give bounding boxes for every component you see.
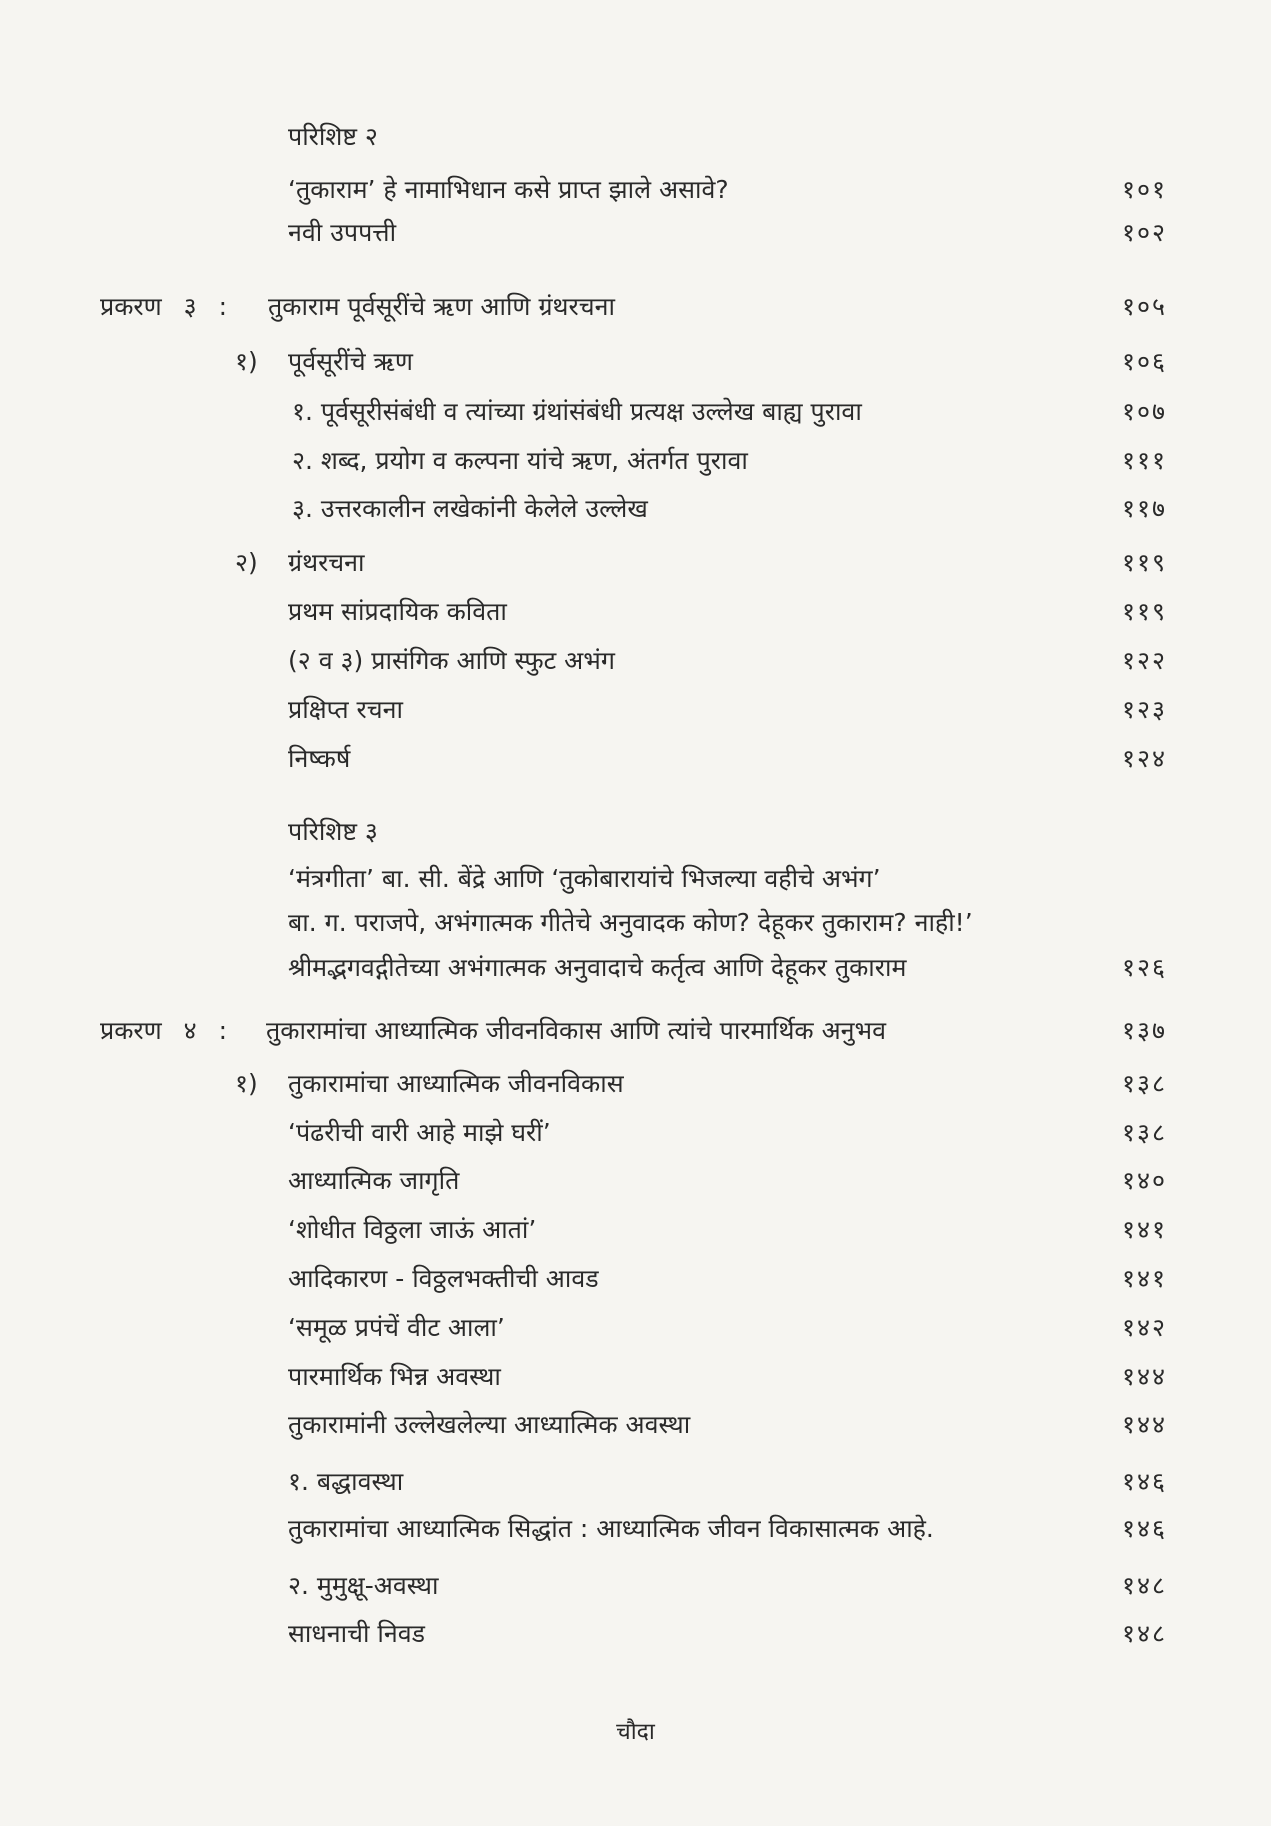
toc-entry-text: निष्कर्ष: [288, 744, 351, 773]
toc-entry-text: नवी उपपत्ती: [288, 218, 397, 247]
toc-entry: [0, 1509, 1271, 1549]
toc-entry-page: १२४: [1121, 744, 1167, 773]
toc-entry-text: आध्यात्मिक जागृति: [288, 1166, 460, 1195]
section-title: तुकारामांचा आध्यात्मिक जीवनविकास: [288, 1069, 624, 1098]
appendix3-line: ‘मंत्रगीता’ बा. सी. बेंद्रे आणि ‘तुकोबारायांचे भिजल्या वहीचे अभंग’: [288, 864, 881, 893]
chapter4-page: १३७: [1121, 1016, 1167, 1045]
chapter3-label: प्रकरण ३ :: [100, 292, 228, 321]
toc-entry: [0, 1210, 1271, 1250]
toc-entry-text: ‘तुकाराम’ हे नामाभिधान कसे प्राप्त झाले असावे?: [288, 175, 729, 204]
toc-entry-text: २. शब्द, प्रयोग व कल्पना यांचे ऋण, अंतर्गत पुरावा: [292, 446, 748, 475]
toc-appendix3-heading: [0, 812, 1271, 852]
chapter4-title: तुकारामांचा आध्यात्मिक जीवनविकास आणि त्यांचे पारमार्थिक अनुभव: [266, 1016, 887, 1045]
toc-appendix2-heading: [0, 117, 1271, 157]
toc-entry: [0, 392, 1271, 432]
toc-section: [0, 342, 1271, 382]
toc-entry-text: २. मुमुक्षू-अवस्था: [288, 1571, 439, 1600]
toc-entry-page: १४६: [1121, 1467, 1167, 1496]
toc-entry: [0, 170, 1271, 210]
toc-entry: [0, 739, 1271, 779]
toc-entry-page: १२२: [1121, 646, 1167, 675]
toc-chapter-4: [0, 1011, 1271, 1051]
toc-entry-page: १४०: [1121, 1166, 1167, 1195]
appendix3-title: परिशिष्ट ३: [288, 817, 378, 846]
toc-entry-text: ‘समूळ प्रपंचें वीट आला’: [288, 1313, 505, 1342]
toc-section: [0, 543, 1271, 583]
toc-entry-text: १. बद्धावस्था: [288, 1467, 404, 1496]
toc-entry: [0, 1161, 1271, 1201]
section-number: १): [235, 347, 258, 376]
toc-appendix-line: [0, 903, 1271, 943]
section-page: १३८: [1121, 1069, 1167, 1098]
toc-section: [0, 1064, 1271, 1104]
toc-entry: [0, 441, 1271, 481]
toc-entry-page: १०२: [1121, 218, 1167, 247]
section-page: ११९: [1121, 548, 1167, 577]
toc-entry-page: १२३: [1121, 695, 1167, 724]
toc-entry-page: १४६: [1121, 1514, 1167, 1543]
toc-entry: [0, 1462, 1271, 1502]
toc-entry-text: तुकारामांनी उल्लेखलेल्या आध्यात्मिक अवस्था: [288, 1410, 691, 1439]
toc-entry: [0, 1113, 1271, 1153]
toc-entry: [0, 690, 1271, 730]
chapter3-title: तुकाराम पूर्वसूरींचे ऋण आणि ग्रंथरचना: [268, 292, 615, 321]
toc-entry-page: १४८: [1121, 1619, 1167, 1648]
appendix3-line: बा. ग. पराजपे, अभंगात्मक गीतेचे अनुवादक कोण? देहूकर तुकाराम? नाही!’: [288, 908, 973, 937]
chapter4-label: प्रकरण ४ :: [100, 1016, 228, 1045]
toc-entry-text: साधनाची निवड: [288, 1619, 426, 1648]
toc-entry-page: १०१: [1121, 175, 1167, 204]
toc-entry-page: १४१: [1121, 1264, 1167, 1293]
toc-entry: [0, 1405, 1271, 1445]
toc-entry-text: आदिकारण - विठ्ठलभक्तीची आवड: [288, 1264, 599, 1293]
toc-entry-page: ११९: [1121, 597, 1167, 626]
toc-entry-page: १११: [1121, 446, 1167, 475]
section-title: ग्रंथरचना: [288, 548, 365, 577]
toc-entry-page: १४२: [1121, 1313, 1167, 1342]
toc-entry-page: १३८: [1121, 1118, 1167, 1147]
toc-appendix-line: [0, 859, 1271, 899]
chapter3-page: १०५: [1121, 292, 1167, 321]
toc-entry-text: (२ व ३) प्रासंगिक आणि स्फुट अभंग: [288, 646, 615, 675]
page-number-footer: चौदा: [616, 1719, 655, 1745]
section-title: पूर्वसूरींचे ऋण: [288, 347, 413, 376]
toc-entry-text: ‘पंढरीची वारी आहे माझे घरीं’: [288, 1118, 551, 1147]
toc-entry: [0, 489, 1271, 529]
toc-entry-text: पारमार्थिक भिन्न अवस्था: [288, 1362, 501, 1391]
toc-entry-text: तुकारामांचा आध्यात्मिक सिद्धांत : आध्यात्मिक जीवन विकासात्मक आहे.: [288, 1514, 934, 1543]
toc-entry: [0, 213, 1271, 253]
appendix2-title: परिशिष्ट २: [288, 122, 378, 151]
section-number: २): [235, 548, 258, 577]
toc-entry: [0, 1308, 1271, 1348]
toc-entry: [0, 1259, 1271, 1299]
toc-chapter-3: [0, 287, 1271, 327]
toc-entry-text: १. पूर्वसूरीसंबंधी व त्यांच्या ग्रंथांसंबंधी प्रत्यक्ष उल्लेख बाह्य पुरावा: [292, 397, 862, 426]
section-number: १): [235, 1069, 258, 1098]
toc-entry-page: ११७: [1121, 494, 1167, 523]
toc-entry-text: ‘शोधीत विठ्ठला जाऊं आतां’: [288, 1215, 537, 1244]
toc-entry-page: १४४: [1121, 1410, 1167, 1439]
toc-entry-page: १४४: [1121, 1362, 1167, 1391]
section-page: १०६: [1121, 347, 1167, 376]
toc-entry-page: १४८: [1121, 1571, 1167, 1600]
toc-entry-page: १०७: [1121, 397, 1167, 426]
toc-entry-text: प्रक्षिप्त रचना: [288, 695, 403, 724]
toc-entry: [0, 641, 1271, 681]
toc-entry-text: श्रीमद्भगवद्गीतेच्या अभंगात्मक अनुवादाचे कर्तृत्व आणि देहूकर तुकाराम: [288, 953, 907, 982]
toc-entry: [0, 1614, 1271, 1654]
toc-entry: [0, 1566, 1271, 1606]
toc-entry-text: प्रथम सांप्रदायिक कविता: [288, 597, 507, 626]
toc-entry: [0, 1357, 1271, 1397]
toc-entry: [0, 592, 1271, 632]
toc-entry-text: ३. उत्तरकालीन लखेकांनी केलेले उल्लेख: [292, 494, 648, 523]
toc-entry-page: १४१: [1121, 1215, 1167, 1244]
toc-entry: [0, 948, 1271, 988]
toc-entry-page: १२६: [1121, 953, 1167, 982]
